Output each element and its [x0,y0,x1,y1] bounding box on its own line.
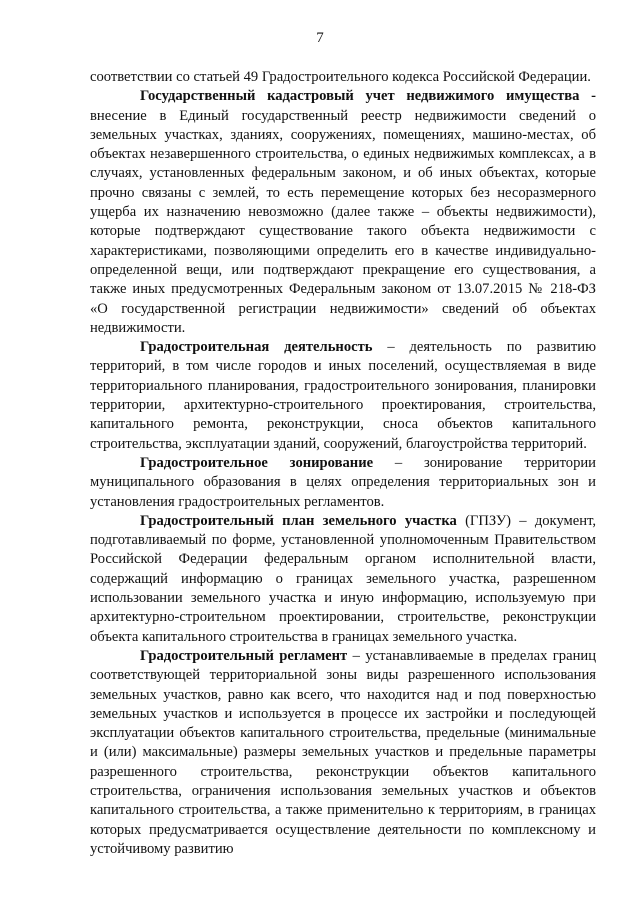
definition-term: Градостроительный регламент [140,647,348,664]
paragraph-text: соответствии со статьей 49 Градостроительного кодекса Российской Федерации. [90,69,591,85]
definition-text: (ГПЗУ) – документ, подготавливаемый по форме, установленной уполномоченным Правительством Российской Федерации федеральным органом исполнительной власти, содержащий информацию о границах земельного участка, разрешенном использовании земельного участка и иную информацию, используемую при архитектурно-строительном проектировании, строительстве, реконструкции объекта капитального строительства в границах земельного участка. [90,512,596,645]
definition-urban-zoning [90,454,596,512]
definition-term: Градостроительная деятельность [140,339,373,356]
definition-text: – деятельность по развитию территорий, в том числе городов и иных поселений, осуществляемая в виде территориального планирования, градостроительного зонирования, планировки территории, архитектурно-строительного проектирования, строительства, капитального ремонта, реконструкции, сноса объектов капитального строительства, эксплуатации зданий, сооружений, благоустройства территорий. [90,339,597,452]
paragraph-continuation [90,68,596,87]
definition-text: – зонирование территории муниципального образования в целях определения территориальных зон и установления градостроительных регламентов. [90,454,596,510]
definition-text: – устанавливаемые в пределах границ соответствующей территориальной зоны виды разрешенного использования земельных участков, равно как всего, что находится над и под поверхностью земельных участков и используется в процессе их застройки и последующей эксплуатации объектов капитального строительства, предельные (минимальные и (или) максимальные) размеры земельных участков и предельные параметры разрешенного строительства, реконструкции объектов капитального строительства, ограничения использования земельных участков и объектов капитального строительства, а также применительно к территориям, в границах которых предусматривается осуществление деятельности по комплексному и устойчивому развитию [90,647,596,857]
definition-urban-planning-activity [90,338,596,454]
definition-term: Градостроительное зонирование [140,454,374,471]
page-number: 7 [316,30,324,46]
document-body [90,68,596,859]
definition-text: внесение в Единый государственный реестр недвижимости сведений о земельных участках, зданиях, сооружениях, помещениях, машино-местах, об объектах незавершенного строительства, о единых недвижимых комплексах, а в случаях, установленных федеральным законом, и об иных объектах, которые прочно связаны с землей, то есть перемещение которых без несоразмерного ущерба их назначению невозможно (далее также – объекты недвижимости), которые подтверждают существование такого объекта недвижимости с характеристиками, позволяющими определить его в качестве индивидуально-определенной вещи, или подтверждают прекращение его существования, а также иных предусмотренных Федеральным законом от 13.07.2015 № 218-ФЗ «О государственной регистрации недвижимости» сведений об объектах недвижимости. [90,107,596,336]
definition-term: Государственный кадастровый учет недвижимого имущества - [140,88,596,105]
definition-urban-regulation [90,647,596,859]
definition-term: Градостроительный план земельного участка [140,512,457,529]
definition-land-plot-plan [90,512,596,647]
definition-cadastral-registration [90,87,596,338]
